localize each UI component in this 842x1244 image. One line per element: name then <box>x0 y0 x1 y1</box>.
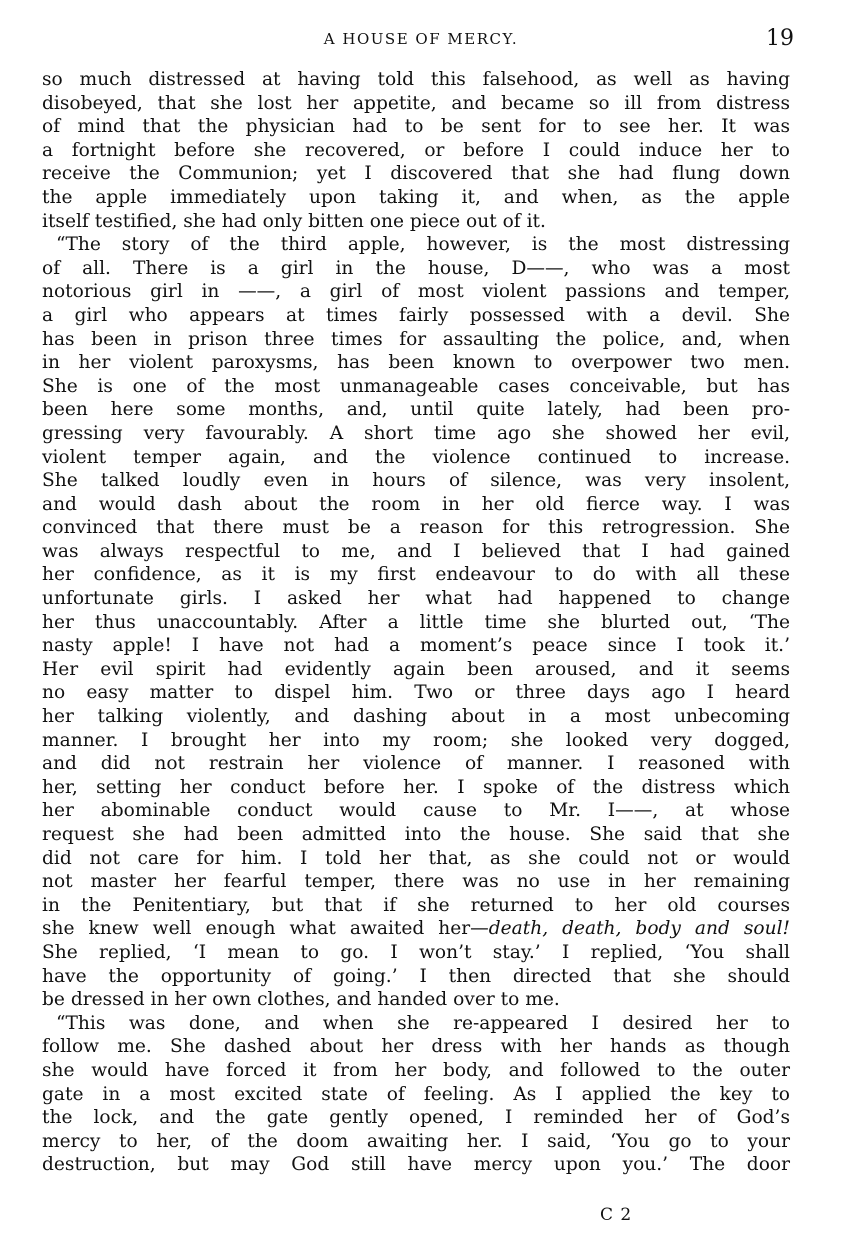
text-line: unfortunate girls. I asked her what had happened to change <box>42 588 790 610</box>
text-line: the lock, and the gate gently opened, I reminded her of God’s <box>42 1107 790 1129</box>
text-line: itself testified, she had only bitten one piece out of it. <box>42 210 546 232</box>
text-line: did not care for him. I told her that, as she could not or would <box>42 847 790 869</box>
text-line: “This was done, and when she re-appeared I desired her to <box>56 1012 790 1034</box>
text-line: gressing very favourably. A short time ago she showed her evil, <box>42 422 790 444</box>
text-line: no easy matter to dispel him. Two or three days ago I heard <box>42 682 790 704</box>
text-line: her confidence, as it is my first endeavour to do with all these <box>42 564 790 586</box>
text-line: a girl who appears at times fairly possessed with a devil. She <box>42 304 790 326</box>
italic-phrase: death, death, body and soul! <box>488 918 790 940</box>
text-line: nasty apple! I have not had a moment’s peace since I took it.’ <box>42 635 790 657</box>
text-line: be dressed in her own clothes, and handed over to me. <box>42 989 560 1011</box>
text-line: notorious girl in ——, a girl of most violent passions and temper, <box>42 281 790 303</box>
text-line: violent temper again, and the violence continued to increase. <box>42 446 790 468</box>
running-title: A HOUSE OF MERCY. <box>323 30 519 48</box>
text-line: and would dash about the room in her old fierce way. I was <box>42 493 790 515</box>
text-line: and did not restrain her violence of manner. I reasoned with <box>42 753 790 775</box>
text-line: of all. There is a girl in the house, D——, who was a most <box>42 257 790 279</box>
text-line: Her evil spirit had evidently again been aroused, and it seems <box>42 658 790 680</box>
text-line: disobeyed, that she lost her appetite, and became so ill from distress <box>42 92 790 114</box>
text-line: destruction, but may God still have mercy upon you.’ The door <box>42 1154 790 1176</box>
text-segment: she knew well enough what awaited her— <box>42 918 489 940</box>
text-line: her abominable conduct would cause to Mr. I——, at whose <box>42 800 790 822</box>
text-line: She replied, ‘I mean to go. I won’t stay.’ I replied, ‘You shall <box>42 941 790 963</box>
text-line: She is one of the most unmanageable cases conceivable, but has <box>42 375 790 397</box>
text-line: receive the Communion; yet I discovered that she had flung down <box>42 163 790 185</box>
text-line: in the Penitentiary, but that if she returned to her old courses <box>42 894 790 916</box>
text-line: her talking violently, and dashing about in a most unbecoming <box>42 706 790 728</box>
signature-mark: C 2 <box>600 1205 633 1225</box>
text-line: a fortnight before she recovered, or before I could induce her to <box>42 139 790 161</box>
text-line-with-italic <box>42 917 790 941</box>
text-line: was always respectful to me, and I believed that I had gained <box>42 540 790 562</box>
text-line: her thus unaccountably. After a little time she blurted out, ‘The <box>42 611 790 633</box>
text-line: has been in prison three times for assaulting the police, and, when <box>42 328 790 350</box>
text-line: manner. I brought her into my room; she looked very dogged, <box>42 729 790 751</box>
text-line: gate in a most excited state of feeling. As I applied the key to <box>42 1083 790 1105</box>
text-line: request she had been admitted into the house. She said that she <box>42 824 790 845</box>
text-line: in her violent paroxysms, has been known to overpower two men. <box>42 352 790 374</box>
text-line: follow me. She dashed about her dress with her hands as though <box>42 1036 790 1058</box>
text-line: so much distressed at having told this falsehood, as well as having <box>42 69 790 90</box>
text-line: “The story of the third apple, however, is the most distressing <box>56 234 790 256</box>
text-line: convinced that there must be a reason for this retrogression. She <box>42 517 790 539</box>
text-line: She talked loudly even in hours of silence, was very insolent, <box>42 470 790 492</box>
text-line: mercy to her, of the doom awaiting her. I said, ‘You go to your <box>42 1130 790 1152</box>
text-line: her, setting her conduct before her. I spoke of the distress which <box>42 776 790 798</box>
text-line: have the opportunity of going.’ I then directed that she should <box>42 965 790 987</box>
page-number: 19 <box>766 26 794 51</box>
text-line: the apple immediately upon taking it, and when, as the apple <box>42 186 790 208</box>
text-line: been here some months, and, until quite lately, had been pro- <box>42 399 790 421</box>
page-header <box>40 18 802 52</box>
text-line: of mind that the physician had to be sent for to see her. It was <box>42 116 790 138</box>
text-line: not master her fearful temper, there was no use in her remaining <box>42 871 790 893</box>
body-text <box>42 68 790 1177</box>
text-line: she would have forced it from her body, and followed to the outer <box>42 1059 790 1081</box>
